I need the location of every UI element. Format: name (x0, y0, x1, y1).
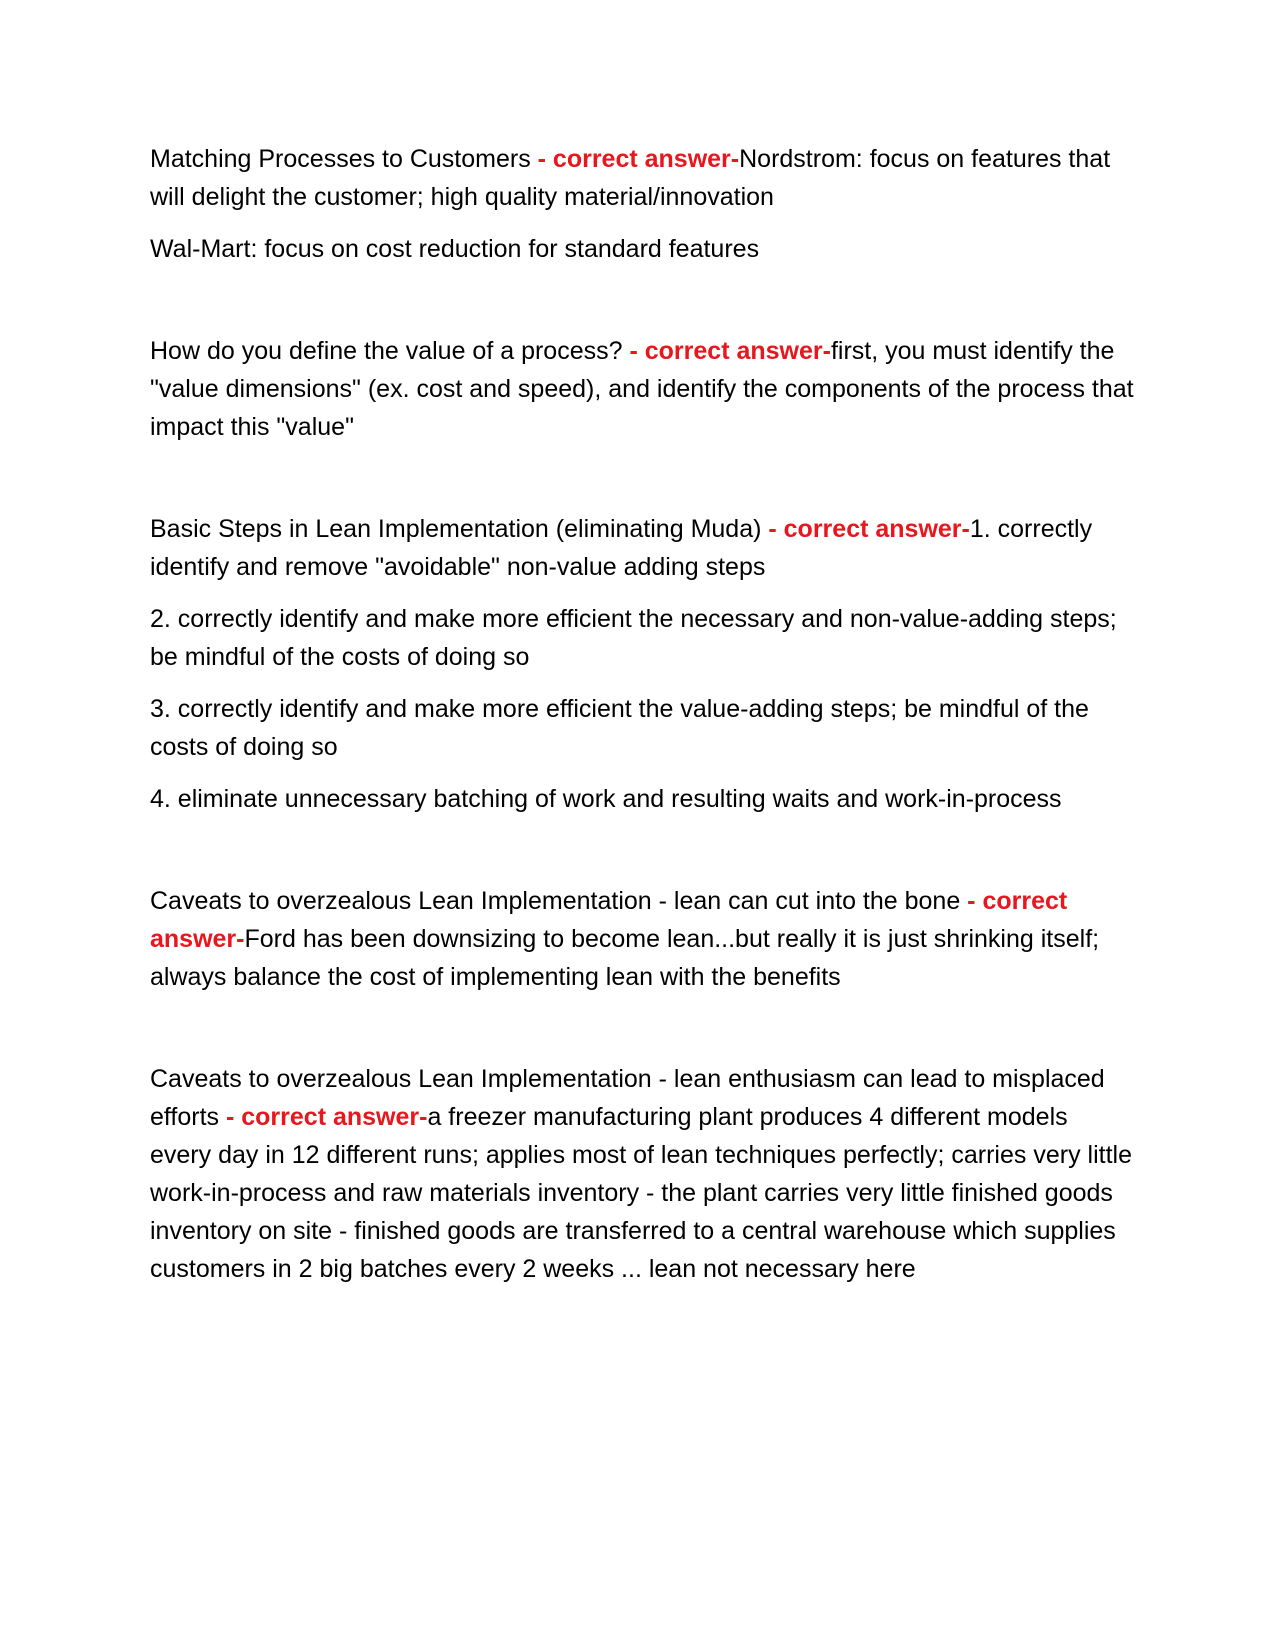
question-answer-line (150, 882, 1135, 996)
answer-text: Nordstrom: focus on features that will delight the customer; high quality material/innovation (150, 145, 1111, 211)
answer-step-3: 3. correctly identify and make more efficient the value-adding steps; be mindful of the costs of doing so (150, 695, 1089, 761)
question-answer-line (150, 332, 1135, 446)
flashcard-value-of-process (150, 332, 1135, 446)
question-answer-line (150, 140, 1135, 216)
answer-step-4: 4. eliminate unnecessary batching of work and resulting waits and work-in-process (150, 785, 1062, 813)
correct-answer-marker: - correct answer- (530, 145, 740, 173)
flashcard-caveat-bone (150, 882, 1135, 996)
flashcard-matching-processes (150, 140, 1135, 268)
answer-text: first, you must identify the "value dimensions" (ex. cost and speed), and identify the components of the process that impact this "value" (150, 337, 1134, 441)
question-text: Caveats to overzealous Lean Implementation - lean enthusiasm can lead to misplaced efforts (150, 1065, 1105, 1131)
question-text: Basic Steps in Lean Implementation (eliminating Muda) (150, 515, 762, 543)
correct-answer-marker: - correct answer- (622, 337, 831, 365)
answer-step-2: 2. correctly identify and make more efficient the necessary and non-value-adding steps; be mindful of the costs of doing so (150, 605, 1117, 671)
answer-text: 1. correctly identify and remove "avoidable" non-value adding steps (150, 515, 1093, 581)
question-text: How do you define the value of a process? (150, 337, 623, 365)
correct-answer-marker: - correct answer- (761, 515, 970, 543)
question-answer-line (150, 1060, 1135, 1288)
correct-answer-marker: - correct answer- (150, 887, 1068, 953)
answer-text: Ford has been downsizing to become lean...but really it is just shrinking itself; always balance the cost of implementing lean with the benefits (150, 925, 1100, 991)
question-answer-line (150, 510, 1135, 586)
question-text: Matching Processes to Customers (150, 145, 531, 173)
correct-answer-marker: - correct answer- (219, 1103, 428, 1131)
question-text: Caveats to overzealous Lean Implementation - lean can cut into the bone (150, 887, 961, 915)
flashcard-caveat-enthusiasm (150, 1060, 1135, 1288)
answer-continuation: Wal-Mart: focus on cost reduction for standard features (150, 235, 760, 263)
answer-text: a freezer manufacturing plant produces 4 different models every day in 12 different runs; applies most of lean techniques perfectly; carries very little work-in-process and raw materials inventory - the plant carries very little finished goods inventory on site - finished goods are transferred to a central warehouse which supplies customers in 2 big batches every 2 weeks ... lean not necessary here (150, 1103, 1132, 1283)
document-page (150, 140, 1135, 1288)
flashcard-lean-steps (150, 510, 1135, 818)
